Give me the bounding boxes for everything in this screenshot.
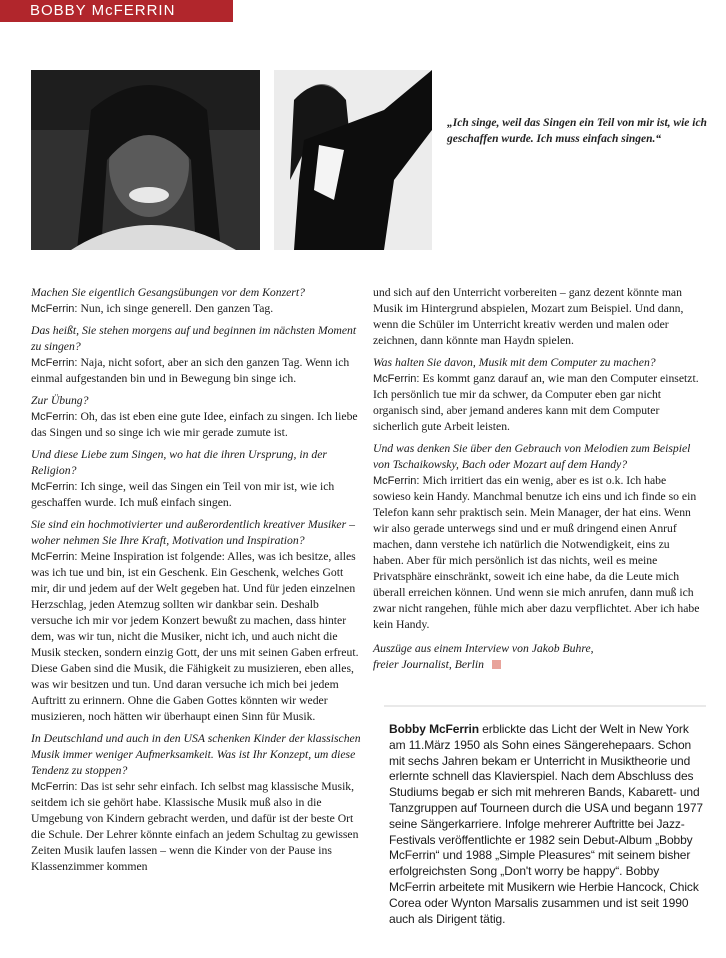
interview-answer: [373, 371, 703, 435]
interview-question: Zur Übung?: [31, 394, 89, 407]
speaker-label: McFerrin:: [31, 411, 78, 423]
interview-qa: [31, 517, 361, 725]
performance-photo: [274, 70, 432, 250]
page-header: [0, 0, 233, 22]
interview-answer: [31, 549, 361, 725]
answer-text: Es kommt ganz darauf an, wie man den Computer einsetzt. Ich persönlich tue mir da schwer, da Computer eben gar nicht organisch sind, aber jemand anderes kann mit dem Computer sicherlich gute Arbeit leisten.: [373, 372, 699, 433]
speaker-label: McFerrin:: [373, 373, 420, 385]
interview-question: Was halten Sie davon, Musik mit dem Computer zu machen?: [373, 356, 656, 369]
source-line-2: freier Journalist, Berlin: [373, 658, 484, 671]
answer-text: Naja, nicht sofort, aber an sich den ganzen Tag. Wenn ich einmal aufgestanden bin und in Bewegung bin singe ich.: [31, 356, 350, 385]
speaker-label: McFerrin:: [31, 781, 78, 793]
header-title: BOBBY McFERRIN: [30, 2, 176, 19]
interview-qa: [373, 355, 703, 435]
interview-answer: [31, 301, 361, 317]
interview-qa: [31, 447, 361, 511]
end-square-icon: [492, 660, 501, 669]
biography: [389, 722, 705, 927]
interview-question: Und diese Liebe zum Singen, wo hat die ihren Ursprung, in der Religion?: [31, 448, 327, 477]
speaker-label: McFerrin:: [373, 475, 420, 487]
answer-continuation: und sich auf den Unterricht vorbereiten – ganz dezent könnte man Musik im Hintergrund abspielen, Mozart zum Beispiel. Und dann, wenn die Schüler im Unterricht kreativ werden und malen oder zeichnen, dann könnte man Haydn spielen.: [373, 286, 684, 347]
interview-qa: [31, 393, 361, 441]
interview-answer: [31, 409, 361, 441]
interview-question: Das heißt, Sie stehen morgens auf und beginnen im nächsten Moment zu singen?: [31, 324, 357, 353]
source-line-1: Auszüge aus einem Interview von Jakob Buhre,: [373, 642, 594, 655]
speaker-label: McFerrin:: [31, 481, 78, 493]
interview-question: Sie sind ein hochmotivierter und außerordentlich kreativer Musiker – woher nehmen Sie Ihre Kraft, Motivation und Inspiration?: [31, 518, 355, 547]
speaker-label: McFerrin:: [31, 303, 78, 315]
interview-answer: [373, 473, 703, 633]
pull-quote: „Ich singe, weil das Singen ein Teil von mir ist, wie ich geschaffen wurde. Ich muss einfach singen.“: [447, 117, 707, 145]
bio-text: erblickte das Licht der Welt in New York am 11.März 1950 als Sohn eines Sängerehepaars. Schon mit sechs Jahren bekam er Unterricht in Musiktheorie und erlernte schnell das Klavierspiel. Nach dem Abschluss des Studiums begab er sich mit mehreren Bands, Kabarett- und Tanzgruppen auf Tourneen durch die USA und begann 1977 seine Sängerkarriere. Infolge mehrerer Auftritte bei Jazz-Festivals veröffentlichte er 1982 sein Debut-Album „Bobby McFerrin“ und 1988 „Simple Pleasures“ mit seinem bisher erfolgreichsten Song „Don't worry be happy“. Bobby McFerrin arbeitete mit Musikern wie Herbie Hancock, Chick Corea oder Wynton Marsalis zusammen und ist seit 1990 auch als Dirigent tätig.: [389, 722, 703, 926]
bio-divider: [384, 705, 706, 707]
interview-qa: [31, 731, 361, 875]
answer-text: Oh, das ist eben eine gute Idee, einfach zu singen. Ich liebe das Singen und so singe ich wie mir gerade zumute ist.: [31, 410, 358, 439]
bio-name: Bobby McFerrin: [389, 722, 479, 736]
interview-answer: [31, 479, 361, 511]
answer-text: Das ist sehr sehr einfach. Ich selbst mag klassische Musik, seitdem ich sie gehört habe. Klassische Musik muß also in die Umgebung von Kindern gebracht werden, und dafür ist der beste Ort die Schule. Der Lehrer könnte einfach an jedem Schultag zu gewissen Zeiten Musik laufen lassen – wenn die Kinder von der Pause ins Klassenzimmer kommen: [31, 780, 359, 873]
interview-answer: [31, 779, 361, 875]
interview-left-column: [31, 285, 361, 881]
answer-text: Nun, ich singe generell. Den ganzen Tag.: [80, 302, 274, 315]
interview-answer: [31, 355, 361, 387]
speaker-label: McFerrin:: [31, 357, 78, 369]
interview-question: Machen Sie eigentlich Gesangsübungen vor dem Konzert?: [31, 286, 305, 299]
interview-qa: [373, 441, 703, 633]
answer-text: Ich singe, weil das Singen ein Teil von mir ist, wie ich geschaffen wurde. Ich muß einfach singen.: [31, 480, 335, 509]
interview-question: In Deutschland und auch in den USA schenken Kinder der klassischen Musik immer weniger Aufmerksamkeit. Was ist Ihr Konzept, um diese Tendenz zu stoppen?: [31, 732, 361, 777]
interview-qa: [31, 285, 361, 317]
answer-text: Mich irritiert das ein wenig, aber es ist o.k. Ich habe sowieso kein Handy. Manchmal benutze ich eins und ich finde so ein Telefon kann sehr praktisch sein. Mein Manager, der hat eins. Wenn wir also gerade unterwegs sind und er muß dringend einen Anruf machen, dann verstehe ich natürlich die Notwendigkeit, eins zu haben. Aber für mich persönlich ist das nichts, weil es meine Privatsphäre einschränkt, soweit ich eine habe, da die Leute mich überall erreichen können. Und wenn sie mich anrufen, dann muß ich zwar nicht rangehen, fühle mich aber dazu verpflichtet. Aber ich habe kein Handy.: [373, 474, 700, 631]
interview-qa: [31, 323, 361, 387]
answer-text: Meine Inspiration ist folgende: Alles, was ich besitze, alles was ich tue und bin, ist ein Geschenk. Ein Geschenk, welches Gott mir, dir und jedem auf der Welt gegeben hat. Und für jeden einzelnen Herzschlag, jeden Atemzug sollten wir dankbar sein. Deshalb versuche ich mir vor jedem Konzert bewußt zu machen, dass hinter dem, was wir tun, nicht die Musiker, nicht ich, und auch nicht die Musik stecken, sondern einzig Gott, der uns mit seinen Gaben erfreut. Diese Gaben sind die Musik, die Fähigkeit zu musizieren, eben alles, was wir besitzen und tun. Und daran versuche ich mich bei jedem Auftritt zu erinnern. Ohne die Gaben Gottes könnten wir weder musizieren, noch hätten wir überhaupt einen Sinn für Musik.: [31, 550, 359, 723]
interview-right-column: [373, 285, 703, 673]
portrait-photo: [31, 70, 260, 250]
speaker-label: McFerrin:: [31, 551, 78, 563]
interview-source: [373, 641, 703, 673]
interview-question: Und was denken Sie über den Gebrauch von Melodien zum Beispiel von Tschaikowsky, Bach oder Mozart auf dem Handy?: [373, 442, 691, 471]
